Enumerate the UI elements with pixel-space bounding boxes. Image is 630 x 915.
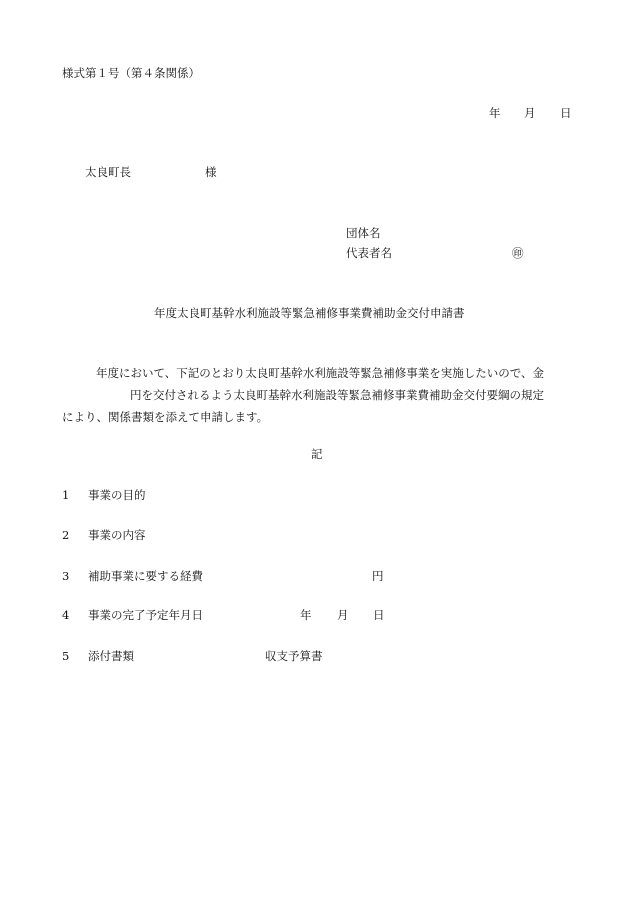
item-number: 2 (62, 528, 70, 542)
date-day-label: 日 (560, 106, 572, 120)
item-number: 5 (62, 649, 70, 663)
list-item (62, 651, 134, 663)
applicant-org-label: 団体名 (346, 226, 381, 240)
form-number-label: 様式第１号（第４条関係） (62, 66, 200, 80)
addressee-name: 太良町長 (85, 165, 131, 179)
item-number: 3 (62, 569, 70, 583)
date-month-label: 月 (524, 106, 536, 120)
applicant-rep-label: 代表者名 (346, 246, 392, 260)
completion-day-label: 日 (373, 608, 385, 622)
date-year-label: 年 (489, 106, 501, 120)
completion-year-label: 年 (300, 608, 312, 622)
list-item (62, 571, 203, 583)
body-line: により、関係書類を添えて申請します。 (62, 410, 269, 424)
attachment-value: 収支予算書 (265, 649, 323, 663)
item-cost-unit: 円 (372, 569, 384, 583)
body-line: 円を交付されるよう太良町基幹水利施設等緊急補修事業費補助金交付要綱の規定 (130, 388, 544, 402)
item-number: 4 (62, 608, 70, 622)
list-item (62, 530, 146, 542)
item-number: 1 (62, 488, 70, 502)
completion-month-label: 月 (337, 608, 349, 622)
item-label: 事業の目的 (88, 488, 146, 502)
item-label: 事業の完了予定年月日 (88, 608, 203, 622)
addressee-honorific: 様 (205, 165, 217, 179)
ki-heading: 記 (311, 447, 323, 461)
item-label: 補助事業に要する経費 (88, 569, 203, 583)
body-line: 年度において、下記のとおり太良町基幹水利施設等緊急補修事業を実施したいので、金 (96, 366, 545, 380)
item-label: 添付書類 (88, 649, 134, 663)
seal-mark: ㊞ (512, 246, 524, 260)
item-label: 事業の内容 (88, 528, 146, 542)
document-title: 年度太良町基幹水利施設等緊急補修事業費補助金交付申請書 (154, 306, 465, 320)
list-item (62, 490, 146, 502)
list-item (62, 610, 203, 622)
body-paragraph (62, 362, 572, 428)
